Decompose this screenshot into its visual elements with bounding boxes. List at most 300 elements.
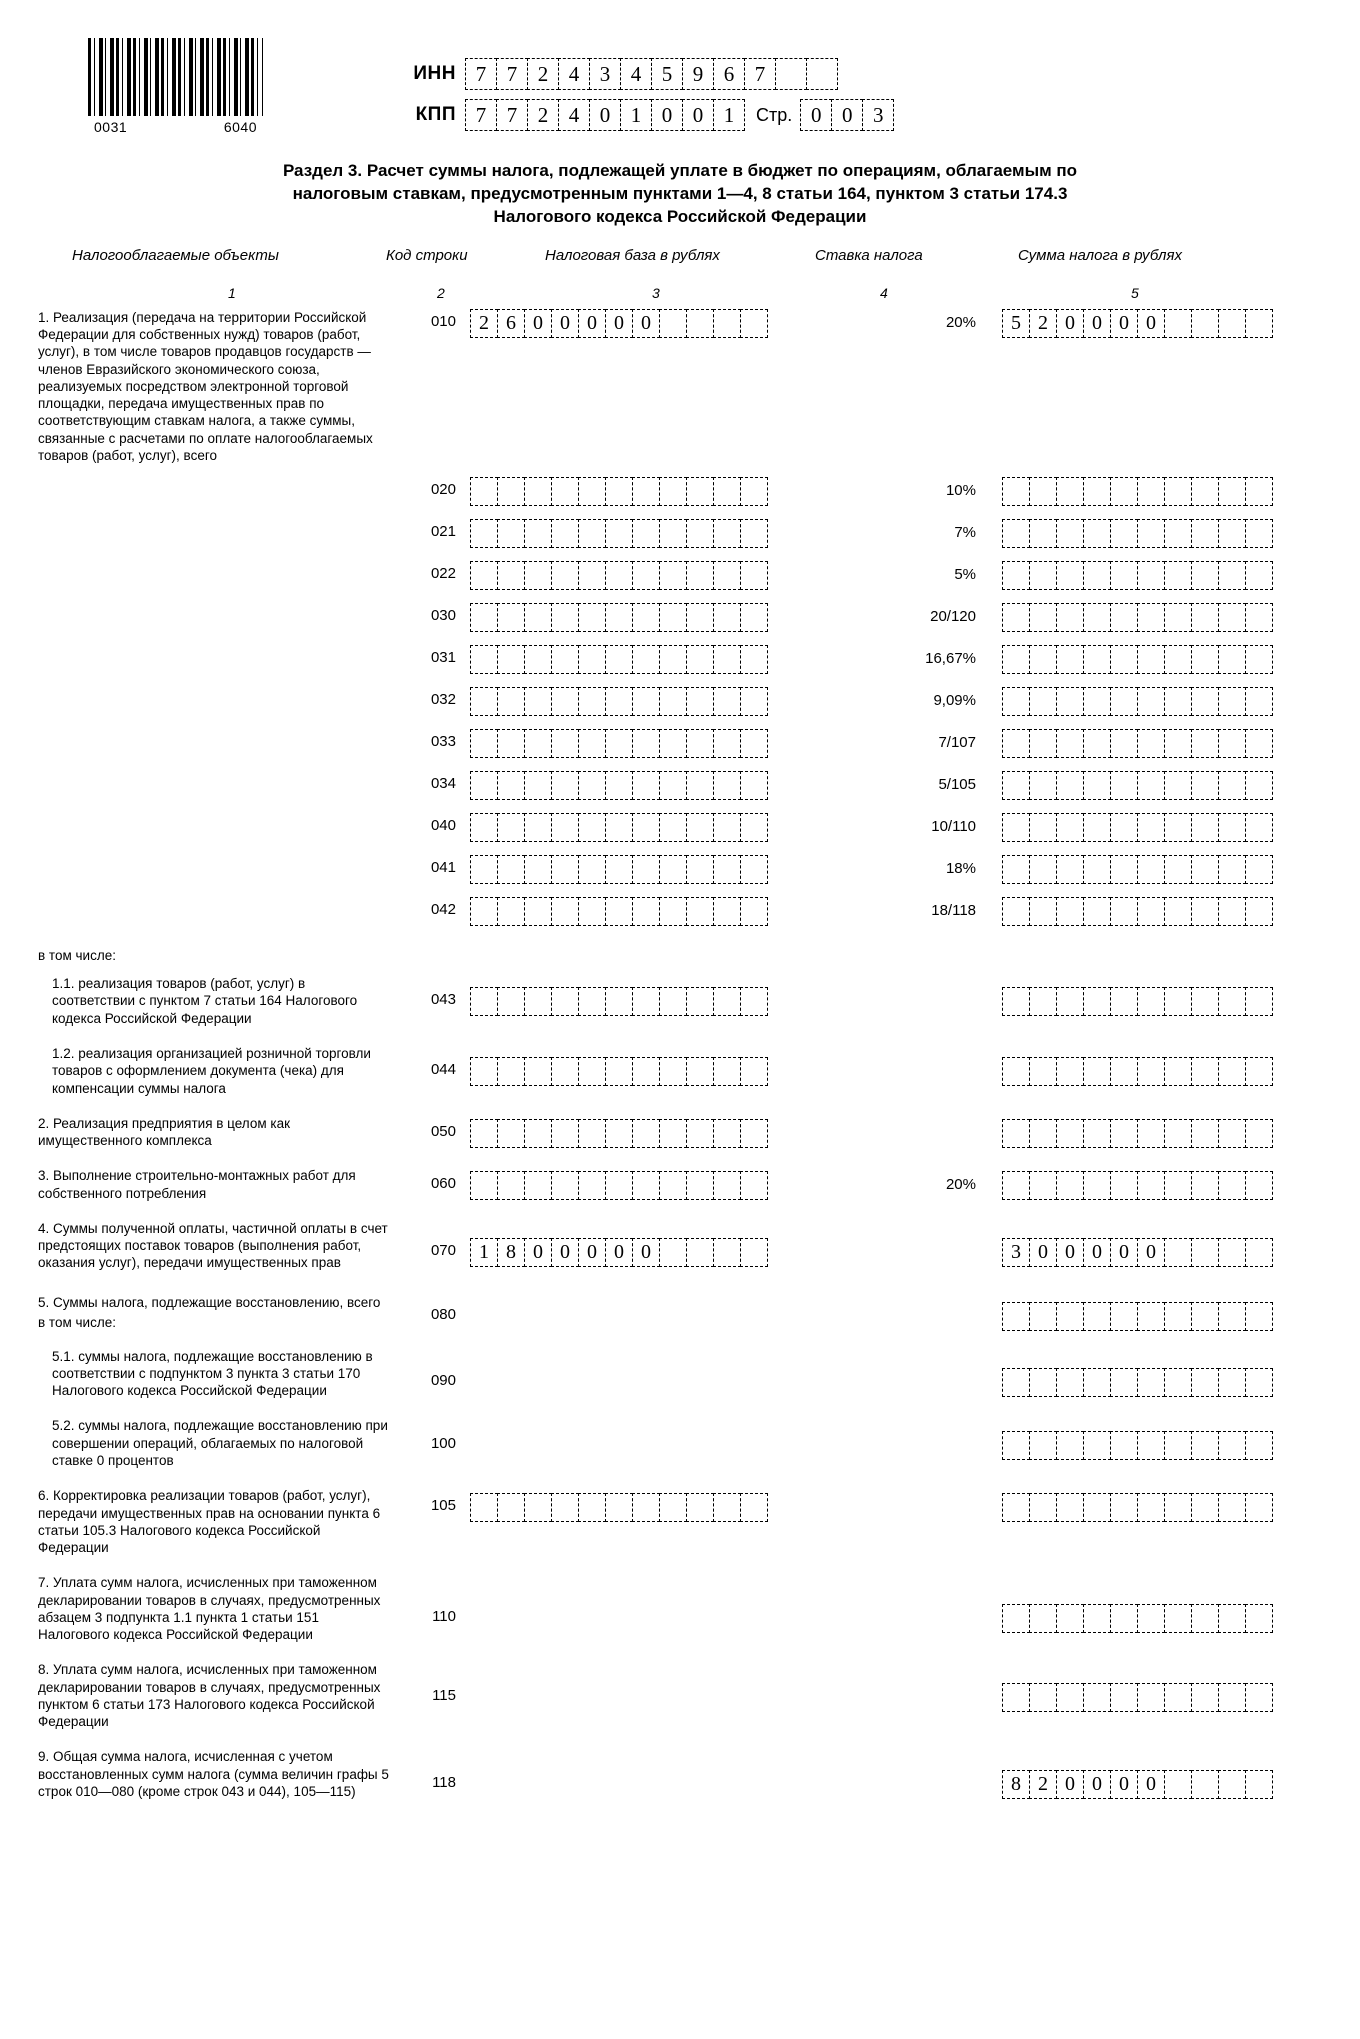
tax-sum-cell[interactable]: [1164, 519, 1192, 548]
tax-base-cell[interactable]: [524, 855, 552, 884]
tax-base-cell[interactable]: [524, 1119, 552, 1148]
tax-base-cell[interactable]: [551, 603, 579, 632]
tax-sum-cell[interactable]: [1137, 477, 1165, 506]
tax-sum-cell[interactable]: [1056, 855, 1084, 884]
tax-sum-cell[interactable]: [1245, 477, 1273, 506]
tax-base-cell[interactable]: [470, 813, 498, 842]
tax-base-cell[interactable]: [740, 1238, 768, 1267]
row-tax-sum[interactable]: [980, 1220, 1340, 1267]
tax-base-cell[interactable]: [551, 987, 579, 1016]
tax-sum-cell[interactable]: [1164, 645, 1192, 674]
tax-sum-cell[interactable]: 8: [1002, 1770, 1030, 1799]
tax-base-cell[interactable]: [551, 687, 579, 716]
tax-sum-cell[interactable]: [1137, 1493, 1165, 1522]
tax-sum-cell[interactable]: [1083, 1302, 1111, 1331]
tax-base-cell[interactable]: [713, 1493, 741, 1522]
tax-sum-cell[interactable]: [1137, 1171, 1165, 1200]
tax-base-cell[interactable]: [740, 1119, 768, 1148]
tax-sum-cell[interactable]: [1137, 1604, 1165, 1633]
inn-cell[interactable]: 5: [651, 58, 683, 90]
tax-sum-cell[interactable]: [1245, 1119, 1273, 1148]
tax-base-cell[interactable]: [470, 1171, 498, 1200]
tax-sum-cell[interactable]: [1218, 687, 1246, 716]
tax-sum-cell[interactable]: [1245, 1368, 1273, 1397]
tax-base-cell[interactable]: [713, 1057, 741, 1086]
tax-base-cell[interactable]: [578, 897, 606, 926]
tax-sum-cell[interactable]: [1056, 1302, 1084, 1331]
tax-base-cell[interactable]: [551, 1119, 579, 1148]
row-tax-sum[interactable]: [980, 897, 1340, 926]
row-tax-sum[interactable]: [980, 729, 1340, 758]
tax-base-cell[interactable]: [605, 855, 633, 884]
tax-base-cell[interactable]: [551, 771, 579, 800]
tax-base-cell[interactable]: [578, 1119, 606, 1148]
tax-sum-cell[interactable]: 0: [1137, 1770, 1165, 1799]
tax-sum-cell[interactable]: [1164, 1119, 1192, 1148]
tax-base-cell[interactable]: [686, 561, 714, 590]
tax-sum-cell[interactable]: [1137, 1683, 1165, 1712]
tax-base-cell[interactable]: [686, 987, 714, 1016]
row-tax-base[interactable]: [456, 645, 856, 674]
tax-sum-cell[interactable]: [1002, 771, 1030, 800]
tax-sum-cell[interactable]: [1164, 1604, 1192, 1633]
tax-sum-cell[interactable]: 0: [1029, 1238, 1057, 1267]
tax-base-cell[interactable]: [470, 477, 498, 506]
tax-base-cell[interactable]: [578, 1171, 606, 1200]
tax-base-cell[interactable]: [605, 1493, 633, 1522]
tax-sum-cell[interactable]: [1110, 729, 1138, 758]
tax-sum-cell[interactable]: 0: [1110, 1770, 1138, 1799]
tax-sum-cell[interactable]: [1056, 1057, 1084, 1086]
tax-sum-cell[interactable]: [1137, 1302, 1165, 1331]
kpp-cell[interactable]: 4: [558, 99, 590, 131]
tax-sum-cell[interactable]: [1002, 729, 1030, 758]
tax-base-cell[interactable]: [686, 813, 714, 842]
row-tax-sum[interactable]: [980, 1574, 1340, 1633]
tax-sum-cell[interactable]: [1029, 519, 1057, 548]
tax-sum-cell[interactable]: [1164, 897, 1192, 926]
tax-sum-cell[interactable]: [1137, 729, 1165, 758]
tax-base-cell[interactable]: [551, 561, 579, 590]
tax-base-cell[interactable]: [740, 1057, 768, 1086]
inn-cell[interactable]: 4: [620, 58, 652, 90]
tax-sum-cell[interactable]: [1056, 477, 1084, 506]
tax-sum-cell[interactable]: [1218, 729, 1246, 758]
tax-base-cell[interactable]: [524, 1171, 552, 1200]
tax-sum-cell[interactable]: [1191, 813, 1219, 842]
tax-sum-cell[interactable]: [1110, 519, 1138, 548]
tax-base-cell[interactable]: [740, 729, 768, 758]
tax-base-cell[interactable]: [632, 771, 660, 800]
tax-base-cell[interactable]: [686, 309, 714, 338]
tax-sum-cell[interactable]: [1002, 855, 1030, 884]
tax-sum-cell[interactable]: [1218, 1683, 1246, 1712]
tax-sum-cell[interactable]: [1218, 309, 1246, 338]
tax-base-cell[interactable]: [713, 771, 741, 800]
tax-sum-cell[interactable]: [1245, 1431, 1273, 1460]
tax-base-cell[interactable]: [713, 477, 741, 506]
tax-sum-cell[interactable]: [1164, 987, 1192, 1016]
tax-sum-cell[interactable]: 0: [1083, 309, 1111, 338]
tax-sum-cell[interactable]: [1110, 1302, 1138, 1331]
tax-base-cell[interactable]: [632, 477, 660, 506]
tax-sum-cell[interactable]: [1137, 561, 1165, 590]
tax-sum-cell[interactable]: [1245, 1171, 1273, 1200]
tax-base-cell[interactable]: [713, 561, 741, 590]
tax-sum-cell[interactable]: [1191, 645, 1219, 674]
tax-base-cell[interactable]: [497, 687, 525, 716]
tax-base-cell[interactable]: [470, 1493, 498, 1522]
tax-base-cell[interactable]: [632, 645, 660, 674]
tax-base-cell[interactable]: [686, 519, 714, 548]
tax-sum-cell[interactable]: [1245, 1493, 1273, 1522]
tax-base-cell[interactable]: [551, 519, 579, 548]
tax-base-cell[interactable]: [470, 519, 498, 548]
tax-sum-cell[interactable]: [1029, 603, 1057, 632]
tax-base-cell[interactable]: [578, 477, 606, 506]
tax-base-cell[interactable]: [524, 561, 552, 590]
tax-sum-cell[interactable]: [1191, 519, 1219, 548]
tax-base-cell[interactable]: [524, 687, 552, 716]
tax-base-cell[interactable]: [578, 771, 606, 800]
tax-sum-cell[interactable]: [1191, 855, 1219, 884]
tax-base-cell[interactable]: [740, 603, 768, 632]
tax-base-cell[interactable]: [470, 687, 498, 716]
tax-base-cell[interactable]: [524, 603, 552, 632]
tax-sum-cell[interactable]: [1110, 1604, 1138, 1633]
row-tax-base[interactable]: [456, 975, 856, 1016]
tax-sum-cell[interactable]: 2: [1029, 309, 1057, 338]
tax-sum-cell[interactable]: [1191, 1057, 1219, 1086]
tax-sum-cell[interactable]: [1002, 813, 1030, 842]
tax-base-cell[interactable]: [470, 603, 498, 632]
tax-sum-cell[interactable]: [1056, 813, 1084, 842]
row-tax-sum[interactable]: [980, 687, 1340, 716]
tax-sum-cell[interactable]: [1191, 897, 1219, 926]
tax-sum-cell[interactable]: [1245, 771, 1273, 800]
tax-sum-cell[interactable]: [1164, 1171, 1192, 1200]
tax-base-cell[interactable]: [578, 729, 606, 758]
tax-base-cell[interactable]: [659, 519, 687, 548]
tax-sum-cell[interactable]: [1245, 1057, 1273, 1086]
tax-sum-cell[interactable]: [1218, 519, 1246, 548]
tax-base-cell[interactable]: [497, 477, 525, 506]
tax-base-cell[interactable]: [524, 1493, 552, 1522]
tax-base-cell[interactable]: [632, 1171, 660, 1200]
tax-sum-cell[interactable]: [1110, 603, 1138, 632]
tax-sum-cell[interactable]: [1029, 729, 1057, 758]
tax-base-cell[interactable]: [632, 813, 660, 842]
row-tax-sum[interactable]: [980, 1348, 1340, 1397]
tax-sum-cell[interactable]: [1164, 1057, 1192, 1086]
tax-sum-cell[interactable]: [1137, 855, 1165, 884]
tax-base-cell[interactable]: [659, 477, 687, 506]
tax-base-cell[interactable]: [497, 813, 525, 842]
tax-sum-cell[interactable]: [1191, 603, 1219, 632]
tax-sum-cell[interactable]: [1083, 477, 1111, 506]
row-tax-sum[interactable]: [980, 309, 1340, 338]
tax-sum-cell[interactable]: [1029, 1493, 1057, 1522]
row-tax-base[interactable]: [456, 477, 856, 506]
tax-base-cell[interactable]: [713, 309, 741, 338]
tax-sum-cell[interactable]: [1245, 1238, 1273, 1267]
tax-base-cell[interactable]: 0: [578, 309, 606, 338]
tax-base-cell[interactable]: [605, 1057, 633, 1086]
tax-sum-cell[interactable]: [1218, 1238, 1246, 1267]
tax-sum-cell[interactable]: 0: [1083, 1770, 1111, 1799]
tax-sum-cell[interactable]: [1218, 603, 1246, 632]
tax-base-cell[interactable]: [740, 771, 768, 800]
tax-sum-cell[interactable]: [1056, 561, 1084, 590]
tax-sum-cell[interactable]: [1110, 1171, 1138, 1200]
tax-sum-cell[interactable]: [1245, 897, 1273, 926]
tax-sum-cell[interactable]: [1137, 603, 1165, 632]
tax-base-cell[interactable]: [686, 771, 714, 800]
tax-sum-cell[interactable]: [1191, 1238, 1219, 1267]
tax-sum-cell[interactable]: [1164, 1302, 1192, 1331]
tax-base-cell[interactable]: [551, 813, 579, 842]
tax-sum-cell[interactable]: [1083, 1119, 1111, 1148]
tax-base-cell[interactable]: [632, 687, 660, 716]
tax-sum-cell[interactable]: [1002, 477, 1030, 506]
tax-sum-cell[interactable]: [1191, 309, 1219, 338]
tax-sum-cell[interactable]: [1110, 561, 1138, 590]
tax-sum-cell[interactable]: [1110, 1493, 1138, 1522]
tax-sum-cell[interactable]: [1245, 729, 1273, 758]
tax-sum-cell[interactable]: [1137, 645, 1165, 674]
tax-base-cell[interactable]: [605, 687, 633, 716]
tax-sum-cell[interactable]: [1164, 1368, 1192, 1397]
row-tax-sum[interactable]: [980, 603, 1340, 632]
tax-base-cell[interactable]: [632, 855, 660, 884]
tax-base-cell[interactable]: 0: [605, 1238, 633, 1267]
tax-sum-cell[interactable]: [1002, 1683, 1030, 1712]
tax-sum-cell[interactable]: [1245, 645, 1273, 674]
tax-base-cell[interactable]: [524, 771, 552, 800]
tax-sum-cell[interactable]: [1110, 1119, 1138, 1148]
tax-base-cell[interactable]: [497, 897, 525, 926]
tax-sum-cell[interactable]: 5: [1002, 309, 1030, 338]
tax-base-cell[interactable]: [632, 561, 660, 590]
row-tax-sum[interactable]: [980, 519, 1340, 548]
tax-base-cell[interactable]: [551, 729, 579, 758]
tax-sum-cell[interactable]: [1164, 813, 1192, 842]
tax-base-cell[interactable]: [632, 729, 660, 758]
tax-base-cell[interactable]: [524, 729, 552, 758]
tax-base-cell[interactable]: [686, 1171, 714, 1200]
tax-sum-cell[interactable]: [1029, 1057, 1057, 1086]
tax-base-cell[interactable]: [578, 603, 606, 632]
tax-sum-cell[interactable]: [1029, 561, 1057, 590]
tax-base-cell[interactable]: [659, 309, 687, 338]
inn-cell[interactable]: 4: [558, 58, 590, 90]
row-tax-sum[interactable]: [980, 1487, 1340, 1522]
kpp-cell[interactable]: 0: [682, 99, 714, 131]
tax-base-cell[interactable]: [713, 813, 741, 842]
tax-base-cell[interactable]: [497, 729, 525, 758]
tax-sum-cell[interactable]: [1191, 1368, 1219, 1397]
tax-sum-cell[interactable]: 0: [1083, 1238, 1111, 1267]
inn-cell[interactable]: 3: [589, 58, 621, 90]
tax-sum-cell[interactable]: [1191, 561, 1219, 590]
tax-base-cell[interactable]: [605, 645, 633, 674]
tax-sum-cell[interactable]: [1218, 897, 1246, 926]
tax-base-cell[interactable]: [713, 687, 741, 716]
tax-base-cell[interactable]: [659, 1119, 687, 1148]
row-tax-sum[interactable]: [980, 1045, 1340, 1086]
tax-base-cell[interactable]: 0: [632, 309, 660, 338]
tax-sum-cell[interactable]: [1137, 1368, 1165, 1397]
tax-base-cell[interactable]: [659, 1171, 687, 1200]
tax-base-cell[interactable]: [740, 1493, 768, 1522]
tax-sum-cell[interactable]: [1218, 813, 1246, 842]
tax-sum-cell[interactable]: [1245, 813, 1273, 842]
tax-base-cell[interactable]: [551, 1171, 579, 1200]
tax-sum-cell[interactable]: [1245, 987, 1273, 1016]
tax-sum-cell[interactable]: [1002, 987, 1030, 1016]
tax-base-cell[interactable]: [659, 1238, 687, 1267]
tax-sum-cell[interactable]: [1029, 1119, 1057, 1148]
tax-sum-cell[interactable]: [1164, 1493, 1192, 1522]
tax-base-cell[interactable]: [605, 477, 633, 506]
tax-base-cell[interactable]: [686, 687, 714, 716]
tax-sum-cell[interactable]: [1056, 729, 1084, 758]
row-tax-base[interactable]: [456, 309, 856, 338]
tax-sum-cell[interactable]: [1002, 519, 1030, 548]
kpp-cell[interactable]: 0: [589, 99, 621, 131]
tax-sum-cell[interactable]: [1029, 855, 1057, 884]
row-tax-base[interactable]: [456, 1220, 856, 1267]
inn-cell[interactable]: [806, 58, 838, 90]
tax-sum-cell[interactable]: [1218, 771, 1246, 800]
tax-sum-cell[interactable]: [1191, 687, 1219, 716]
tax-base-cell[interactable]: [605, 603, 633, 632]
tax-sum-cell[interactable]: [1191, 1604, 1219, 1633]
tax-sum-cell[interactable]: [1164, 855, 1192, 884]
tax-base-cell[interactable]: [632, 897, 660, 926]
tax-base-cell[interactable]: [713, 519, 741, 548]
tax-sum-cell[interactable]: [1137, 687, 1165, 716]
page-cell[interactable]: 0: [831, 99, 863, 131]
tax-sum-cell[interactable]: [1245, 1302, 1273, 1331]
tax-base-cell[interactable]: [713, 603, 741, 632]
tax-base-cell[interactable]: [686, 897, 714, 926]
tax-sum-cell[interactable]: [1137, 1431, 1165, 1460]
tax-sum-cell[interactable]: [1083, 687, 1111, 716]
tax-sum-cell[interactable]: [1191, 771, 1219, 800]
inn-cell[interactable]: 9: [682, 58, 714, 90]
tax-sum-cell[interactable]: [1002, 897, 1030, 926]
tax-sum-cell[interactable]: [1056, 1368, 1084, 1397]
tax-sum-cell[interactable]: [1218, 987, 1246, 1016]
tax-sum-cell[interactable]: [1218, 1770, 1246, 1799]
tax-base-cell[interactable]: [740, 813, 768, 842]
tax-base-cell[interactable]: [605, 729, 633, 758]
tax-sum-cell[interactable]: [1137, 1057, 1165, 1086]
tax-sum-cell[interactable]: [1056, 1493, 1084, 1522]
tax-sum-cell[interactable]: 0: [1137, 309, 1165, 338]
tax-sum-cell[interactable]: [1002, 1119, 1030, 1148]
tax-sum-cell[interactable]: [1137, 1119, 1165, 1148]
tax-base-cell[interactable]: [686, 1119, 714, 1148]
tax-sum-cell[interactable]: [1191, 1683, 1219, 1712]
tax-sum-cell[interactable]: 0: [1056, 1238, 1084, 1267]
tax-sum-cell[interactable]: [1245, 561, 1273, 590]
tax-sum-cell[interactable]: 0: [1056, 1770, 1084, 1799]
row-tax-sum[interactable]: [980, 1661, 1340, 1712]
tax-sum-cell[interactable]: [1083, 1493, 1111, 1522]
tax-base-cell[interactable]: [605, 561, 633, 590]
row-tax-base[interactable]: [456, 687, 856, 716]
tax-base-cell[interactable]: [524, 519, 552, 548]
row-tax-base[interactable]: [456, 897, 856, 926]
tax-base-cell[interactable]: [470, 561, 498, 590]
tax-sum-cell[interactable]: [1245, 1604, 1273, 1633]
inn-cell[interactable]: 7: [744, 58, 776, 90]
tax-base-cell[interactable]: [578, 561, 606, 590]
tax-base-cell[interactable]: [524, 1057, 552, 1086]
tax-base-cell[interactable]: [713, 1171, 741, 1200]
tax-sum-cell[interactable]: [1083, 561, 1111, 590]
tax-base-cell[interactable]: [524, 813, 552, 842]
tax-sum-cell[interactable]: [1002, 1431, 1030, 1460]
tax-sum-cell[interactable]: [1245, 1683, 1273, 1712]
row-tax-base[interactable]: [456, 771, 856, 800]
tax-sum-cell[interactable]: [1164, 477, 1192, 506]
tax-base-cell[interactable]: [578, 813, 606, 842]
tax-base-cell[interactable]: [551, 897, 579, 926]
kpp-cell[interactable]: 2: [527, 99, 559, 131]
row-tax-base[interactable]: [456, 855, 856, 884]
tax-base-cell[interactable]: [659, 897, 687, 926]
tax-base-cell[interactable]: [470, 1119, 498, 1148]
tax-base-cell[interactable]: [740, 309, 768, 338]
tax-sum-cell[interactable]: [1164, 771, 1192, 800]
row-tax-base[interactable]: [456, 561, 856, 590]
tax-base-cell[interactable]: [686, 1493, 714, 1522]
tax-sum-cell[interactable]: [1029, 1302, 1057, 1331]
tax-base-cell[interactable]: [578, 855, 606, 884]
tax-base-cell[interactable]: [740, 687, 768, 716]
tax-base-cell[interactable]: [740, 1171, 768, 1200]
kpp-cell[interactable]: 1: [620, 99, 652, 131]
tax-sum-cell[interactable]: [1218, 1057, 1246, 1086]
page-cell[interactable]: 3: [862, 99, 894, 131]
tax-base-cell[interactable]: [605, 987, 633, 1016]
inn-cell[interactable]: 6: [713, 58, 745, 90]
tax-base-cell[interactable]: [659, 1493, 687, 1522]
tax-sum-cell[interactable]: [1218, 1604, 1246, 1633]
tax-base-cell[interactable]: [497, 561, 525, 590]
tax-sum-cell[interactable]: [1056, 603, 1084, 632]
tax-base-cell[interactable]: 2: [470, 309, 498, 338]
tax-sum-cell[interactable]: [1164, 1770, 1192, 1799]
tax-base-cell[interactable]: [605, 771, 633, 800]
tax-sum-cell[interactable]: [1191, 1119, 1219, 1148]
tax-sum-cell[interactable]: [1110, 645, 1138, 674]
tax-sum-cell[interactable]: [1029, 1431, 1057, 1460]
tax-base-cell[interactable]: [740, 987, 768, 1016]
tax-sum-cell[interactable]: [1083, 897, 1111, 926]
tax-base-cell[interactable]: [686, 729, 714, 758]
tax-sum-cell[interactable]: [1029, 1368, 1057, 1397]
tax-base-cell[interactable]: [740, 645, 768, 674]
tax-base-cell[interactable]: [497, 771, 525, 800]
tax-sum-cell[interactable]: [1029, 987, 1057, 1016]
tax-sum-cell[interactable]: 0: [1056, 309, 1084, 338]
tax-sum-cell[interactable]: 2: [1029, 1770, 1057, 1799]
tax-sum-cell[interactable]: [1191, 1493, 1219, 1522]
